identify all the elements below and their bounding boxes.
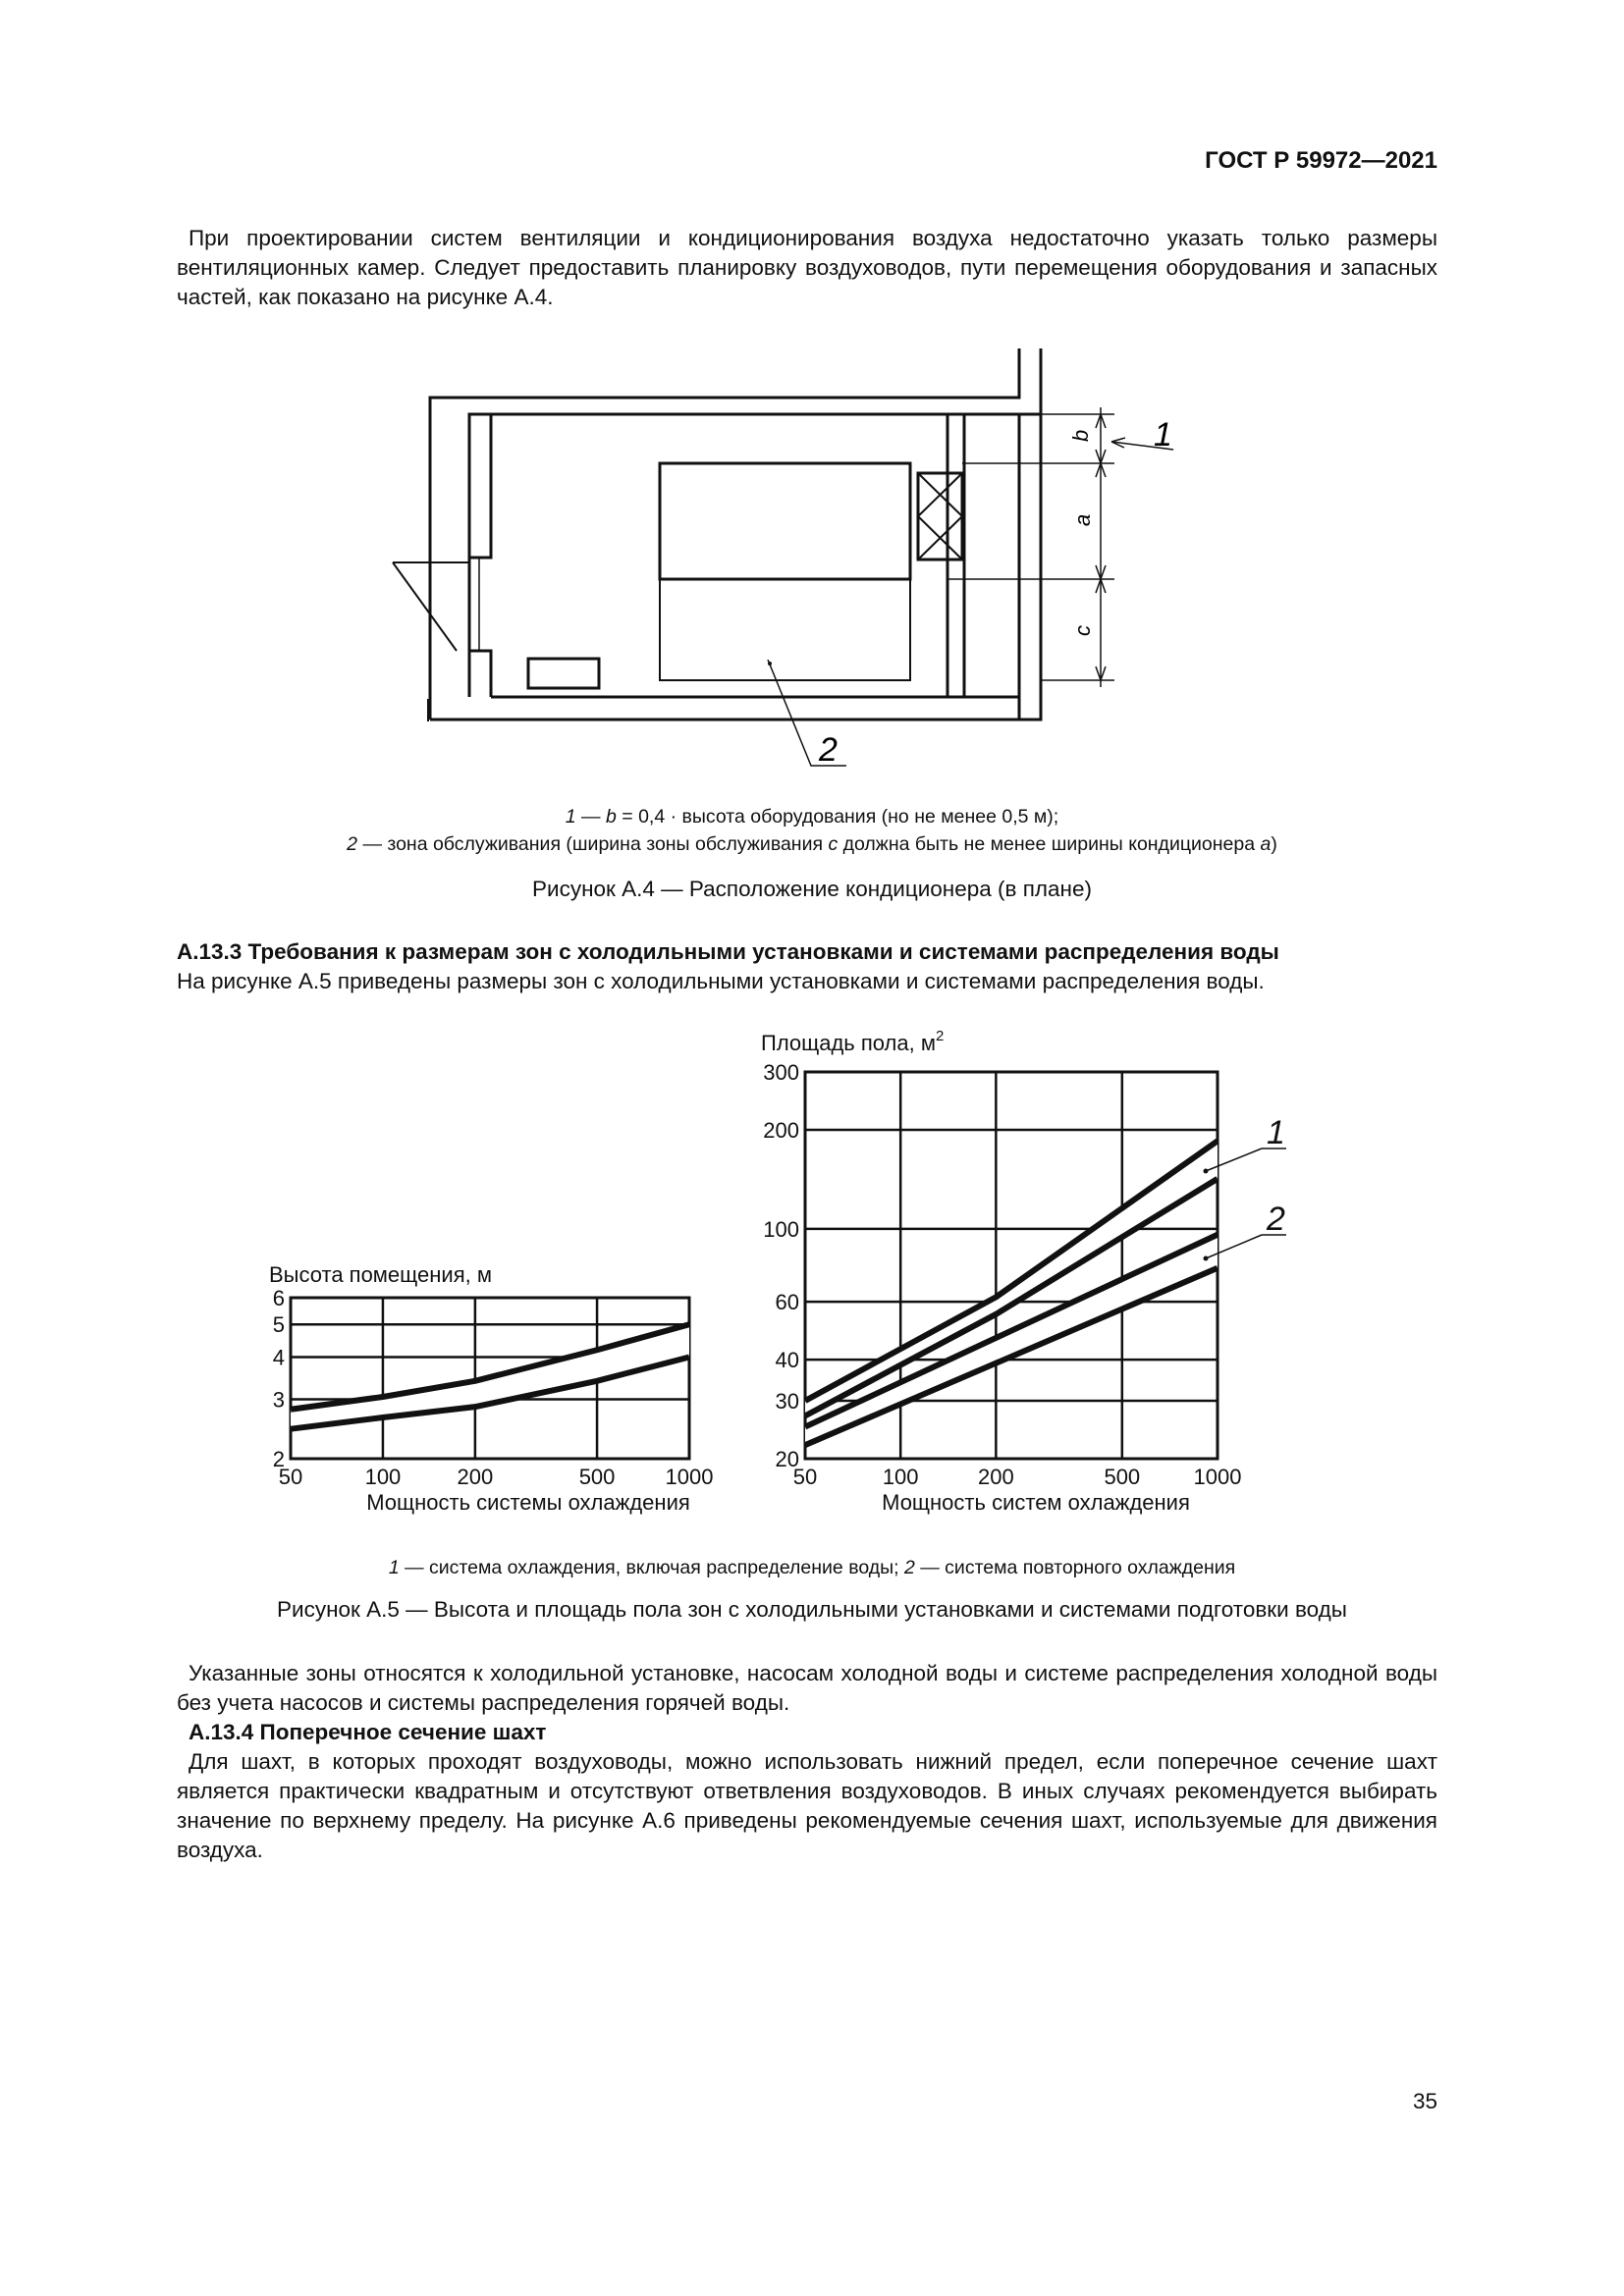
x-tick-label: 200 — [977, 1465, 1014, 1489]
x-axis-label: Мощность системы охлаждения — [366, 1490, 690, 1515]
y-tick-label: 3 — [272, 1387, 285, 1413]
y-tick-label: 4 — [272, 1345, 285, 1370]
curve-label: 1 — [1267, 1114, 1285, 1151]
chart-room-height — [269, 1262, 713, 1515]
y-tick-label: 100 — [763, 1216, 799, 1242]
y-tick-label: 300 — [763, 1060, 799, 1085]
callout-1-label: 1 — [1154, 416, 1172, 454]
page-number: 35 — [1412, 2089, 1437, 2113]
x-tick-label: 500 — [578, 1465, 616, 1489]
y-tick-label: 20 — [775, 1447, 799, 1471]
section-a13-3-text: На рисунке А.5 приведены размеры зон с холодильными установками и системами распределения воды. — [177, 969, 1265, 993]
figure-a5-legend: 1 — система охлаждения, включая распределение воды; 2 — система повторного охлаждения — [388, 1557, 1236, 1578]
figure-a4-legend-1: 1 — b = 0,4 · высота оборудования (но не менее 0,5 м); — [565, 806, 1059, 828]
y-tick-label: 6 — [272, 1286, 285, 1310]
callout-2-label: 2 — [819, 731, 838, 769]
series-line — [805, 1235, 1218, 1427]
y-tick-label: 200 — [763, 1117, 799, 1143]
y-axis-label-superscript: 2 — [935, 1028, 945, 1044]
y-tick-label: 2 — [272, 1447, 285, 1471]
x-axis-label: Мощность систем охлаждения — [882, 1490, 1190, 1515]
paragraph-zones: Указанные зоны относятся к холодильной установке, насосам холодной воды и системе распределения холодной воды без учета насосов и системы распределения горячей воды. — [177, 1661, 1437, 1715]
dimension-a-label: a — [1070, 513, 1095, 526]
y-tick-label: 40 — [775, 1348, 799, 1373]
x-tick-label: 1000 — [665, 1465, 714, 1489]
x-tick-label: 500 — [1104, 1465, 1141, 1489]
document-code: ГОСТ Р 59972—2021 — [1205, 147, 1437, 174]
figure-a4-caption: Рисунок А.4 — Расположение кондиционера (в плане) — [532, 877, 1092, 901]
section-a13-4-text: Для шахт, в которых проходят воздуховоды, можно использовать нижний предел, если поперечное сечение шахт является практически квадратным и отсутствуют ответвления воздуховодов. В иных случаях рекомендуется выбирать значение по верхнему пределу. На рисунке А.6 приведены рекомендуемые сечения шахт, используемые для движения воздуха. — [177, 1749, 1437, 1862]
section-a13-4-heading: А.13.4 Поперечное сечение шахт — [189, 1720, 547, 1744]
x-tick-label: 100 — [882, 1465, 919, 1489]
dimension-c-label: c — [1070, 625, 1095, 636]
curve-label: 2 — [1267, 1201, 1285, 1238]
chart-floor-area — [761, 1028, 1286, 1515]
figure-a5-caption: Рисунок А.5 — Высота и площадь пола зон с холодильными установками и системами подготовки воды — [277, 1597, 1347, 1622]
dimension-b-label: b — [1068, 429, 1093, 442]
curve-label-dot — [1204, 1256, 1209, 1261]
curve-label-dot — [1204, 1169, 1209, 1174]
x-tick-label: 200 — [457, 1465, 494, 1489]
x-tick-label: 100 — [364, 1465, 402, 1489]
x-tick-label: 1000 — [1193, 1465, 1242, 1489]
section-a13-3-heading: А.13.3 Требования к размерам зон с холодильными установками и системами распределения воды — [177, 939, 1279, 964]
y-tick-label: 5 — [272, 1312, 285, 1338]
x-tick-label: 50 — [278, 1465, 303, 1489]
y-tick-label: 30 — [775, 1389, 799, 1415]
y-tick-label: 60 — [775, 1290, 799, 1315]
intro-paragraph: При проектировании систем вентиляции и кондиционирования воздуха недостаточно указать только размеры вентиляционных камер. Следует предоставить планировку воздуховодов, пути перемещения оборудования и запасных частей, как показано на рисунке А.4. — [177, 226, 1437, 309]
figure-a4-legend-2: 2 — зона обслуживания (ширина зоны обслуживания c должна быть не менее ширины кондиционера a) — [347, 833, 1277, 855]
y-axis-label: Высота помещения, м — [269, 1262, 492, 1287]
y-axis-label: Площадь пола, $м^2$ — [761, 1028, 945, 1055]
section-a13-4 — [177, 1718, 1437, 1865]
x-tick-label: 50 — [792, 1465, 818, 1489]
